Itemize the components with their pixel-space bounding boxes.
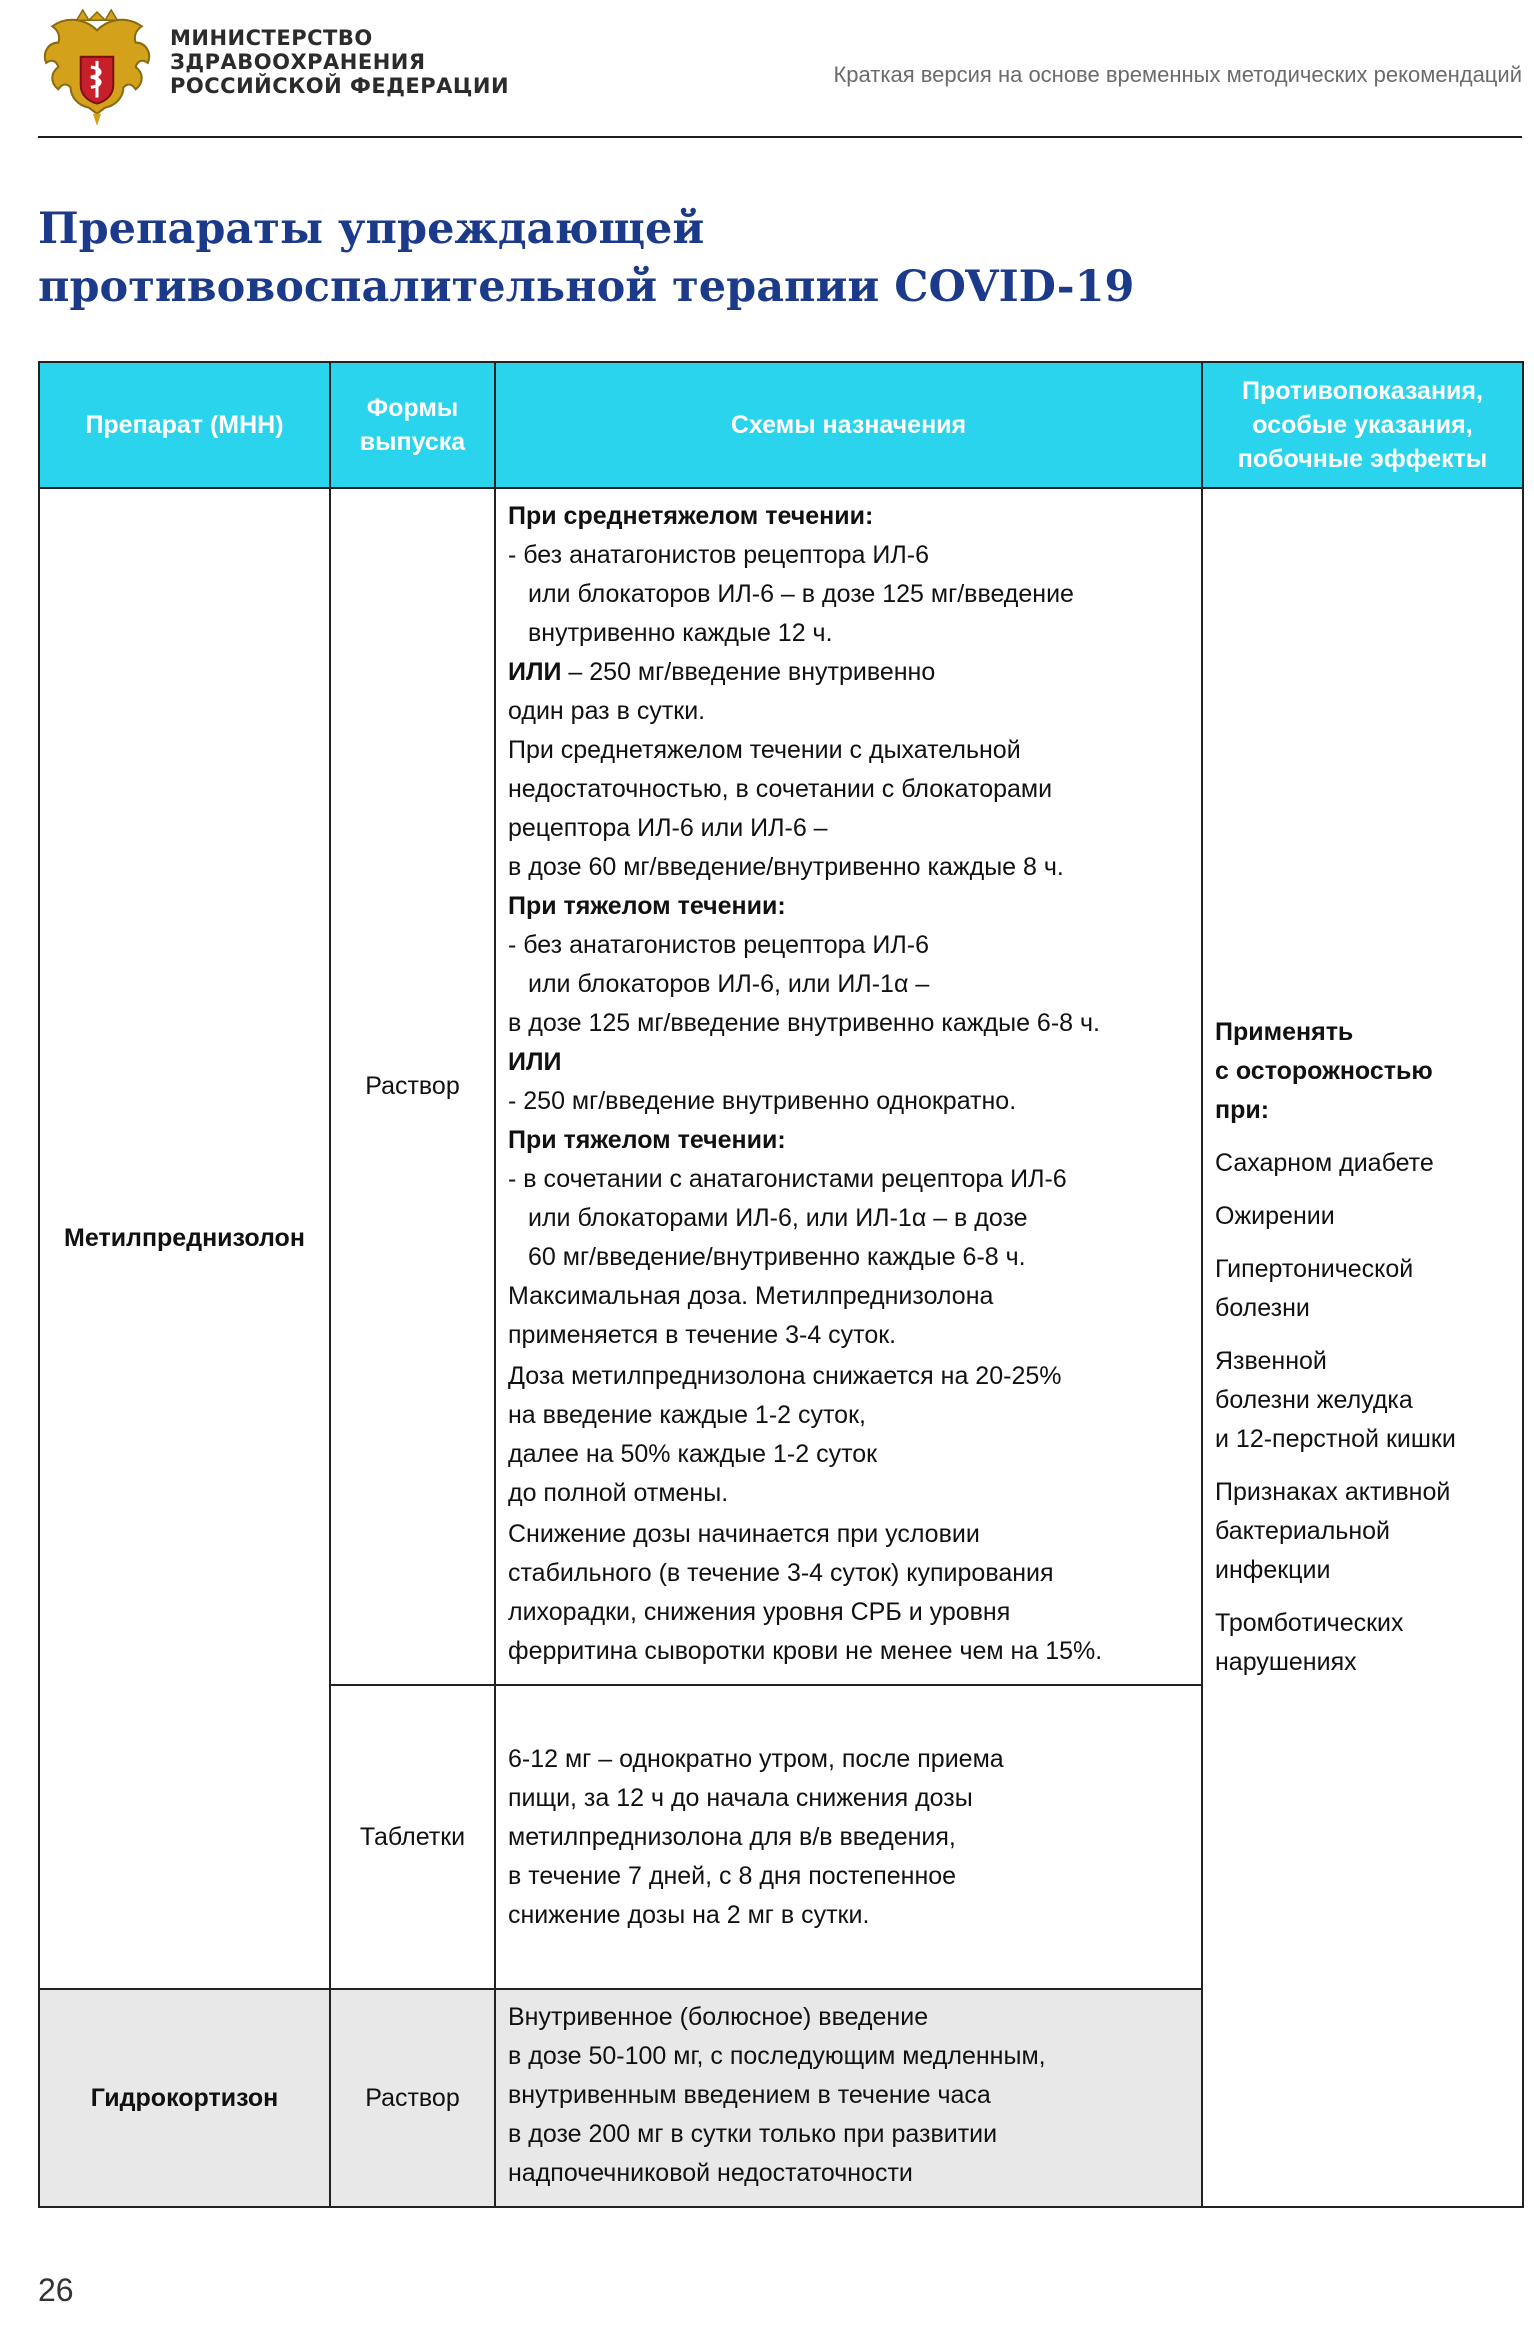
scheme-line: в дозе 60 мг/введение/внутривенно каждые 8 ч. — [508, 853, 1064, 881]
scheme-line: пищи, за 12 ч до начала снижения дозы — [508, 1783, 973, 1812]
scheme-methylprednisolone-tablets — [495, 1685, 1202, 1989]
contra-item: бактериальной — [1215, 1517, 1390, 1545]
contra-item: Ожирении — [1215, 1202, 1335, 1230]
scheme-line: Доза метилпреднизолона снижается на 20-25% — [508, 1362, 1062, 1390]
scheme-line: внутривенно каждые 12 ч. — [528, 619, 833, 647]
scheme-line: Внутривенное (болюсное) введение — [508, 2003, 929, 2031]
contra-item: и 12-перстной кишки — [1215, 1425, 1456, 1453]
column-header-schemes: Схемы назначения — [495, 362, 1202, 488]
contra-item: Тромботических — [1215, 1609, 1404, 1637]
contra-item: инфекции — [1215, 1556, 1331, 1584]
form-solution: Раствор — [330, 488, 495, 1685]
scheme-line: надпочечниковой недостаточности — [508, 2159, 913, 2187]
contra-item: болезни желудка — [1215, 1386, 1413, 1414]
scheme-text: – 250 мг/введение внутривенно — [561, 658, 936, 686]
scheme-line: Максимальная доза. Метилпреднизолона — [508, 1282, 994, 1310]
header-subtitle: Краткая версия на основе временных методических рекомендаций — [833, 62, 1522, 87]
scheme-heading: При тяжелом течении: — [508, 1126, 786, 1154]
scheme-heading: При среднетяжелом течении: — [508, 502, 874, 530]
ministry-line: РОССИЙСКОЙ ФЕДЕРАЦИИ — [170, 74, 510, 98]
scheme-line: в дозе 50-100 мг, с последующим медленным, — [508, 2042, 1046, 2070]
scheme-heading: При тяжелом течении: — [508, 892, 786, 920]
contra-item: Язвенной — [1215, 1347, 1327, 1375]
scheme-line — [508, 653, 1191, 692]
scheme-line: - в сочетании с анатагонистами рецептора ИЛ-6 — [508, 1165, 1067, 1193]
header-divider — [38, 136, 1522, 138]
scheme-line: в течение 7 дней, с 8 дня постепенное — [508, 1861, 957, 1890]
double-headed-eagle-emblem-icon — [36, 8, 158, 130]
page-title-line: противовоспалительной терапии COVID-19 — [38, 262, 1135, 312]
contra-item: болезни — [1215, 1294, 1310, 1322]
page-title-line: Препараты упреждающей — [38, 204, 705, 254]
column-header-forms: Формы выпуска — [330, 362, 495, 488]
scheme-line: 60 мг/введение/внутривенно каждые 6-8 ч. — [528, 1243, 1026, 1271]
scheme-line: Снижение дозы начинается при условии — [508, 1520, 980, 1548]
page-header — [0, 0, 1534, 140]
scheme-line: 6-12 мг – однократно утром, после приема — [508, 1744, 1004, 1773]
contra-item: Признаках активной — [1215, 1478, 1451, 1506]
column-header-drug: Препарат (МНН) — [39, 362, 330, 488]
scheme-line: рецептора ИЛ-6 или ИЛ-6 – — [508, 814, 828, 842]
scheme-line: далее на 50% каждые 1-2 суток — [508, 1440, 878, 1468]
scheme-line: или блокаторами ИЛ-6, или ИЛ-1α – в дозе — [528, 1204, 1028, 1232]
form-solution: Раствор — [330, 1989, 495, 2207]
scheme-line: до полной отмены. — [508, 1479, 729, 1507]
column-header-contra: Противопоказания, особые указания, побочные эффекты — [1202, 362, 1523, 488]
scheme-line: или блокаторов ИЛ-6 – в дозе 125 мг/введение — [528, 580, 1074, 608]
scheme-line: или блокаторов ИЛ-6, или ИЛ-1α – — [528, 970, 930, 998]
contra-item: нарушениях — [1215, 1648, 1357, 1676]
or-label: ИЛИ — [508, 658, 562, 686]
contra-heading: при: — [1215, 1096, 1270, 1124]
scheme-line: внутривенным введением в течение часа — [508, 2081, 991, 2109]
drug-name-methylprednisolone: Метилпреднизолон — [39, 488, 330, 1989]
form-tablets: Таблетки — [330, 1685, 495, 1989]
contraindications-cell — [1202, 488, 1523, 2207]
scheme-hydrocortisone — [495, 1989, 1202, 2207]
contra-heading: Применять — [1215, 1018, 1354, 1046]
scheme-line: в дозе 200 мг в сутки только при развитии — [508, 2120, 998, 2148]
scheme-line: недостаточностью, в сочетании с блокаторами — [508, 775, 1053, 803]
ministry-line: МИНИСТЕРСТВО — [170, 26, 373, 50]
scheme-line: - 250 мг/введение внутривенно однократно. — [508, 1087, 1017, 1115]
scheme-line: - без анатагонистов рецептора ИЛ-6 — [508, 931, 929, 959]
ministry-name — [170, 26, 509, 98]
scheme-methylprednisolone-solution — [495, 488, 1202, 1685]
scheme-line: При среднетяжелом течении с дыхательной — [508, 736, 1021, 764]
scheme-line: на введение каждые 1-2 суток, — [508, 1401, 866, 1429]
scheme-line: снижение дозы на 2 мг в сутки. — [508, 1900, 870, 1929]
ministry-line: ЗДРАВООХРАНЕНИЯ — [170, 50, 426, 74]
scheme-line: лихорадки, снижения уровня СРБ и уровня — [508, 1598, 1011, 1626]
scheme-line: стабильного (в течение 3-4 суток) купирования — [508, 1559, 1054, 1587]
scheme-line: ферритина сыворотки крови не менее чем на 15%. — [508, 1637, 1103, 1665]
drug-name-hydrocortisone: Гидрокортизон — [39, 1989, 330, 2207]
page-title — [38, 200, 1338, 316]
scheme-line: в дозе 125 мг/введение внутривенно каждые 6-8 ч. — [508, 1009, 1100, 1037]
or-label: ИЛИ — [508, 1048, 562, 1076]
scheme-line: применяется в течение 3-4 суток. — [508, 1321, 897, 1349]
scheme-line: - без анатагонистов рецептора ИЛ-6 — [508, 541, 929, 569]
scheme-line: метилпреднизолона для в/в введения, — [508, 1822, 956, 1851]
contra-item: Сахарном диабете — [1215, 1149, 1434, 1177]
table-header-row — [39, 362, 1523, 488]
drugs-table — [38, 361, 1524, 2208]
table-row — [39, 488, 1523, 1685]
contra-item: Гипертонической — [1215, 1255, 1414, 1283]
page-number: 26 — [38, 2272, 74, 2308]
contra-heading: с осторожностью — [1215, 1057, 1433, 1085]
scheme-line: один раз в сутки. — [508, 697, 706, 725]
